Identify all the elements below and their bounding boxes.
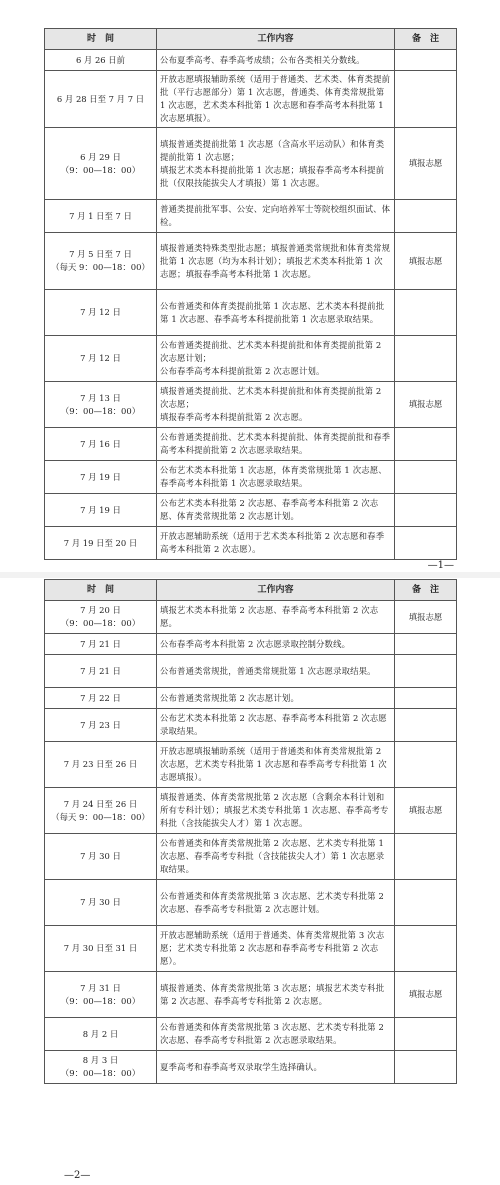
table-row: [45, 1051, 457, 1084]
cell-time: 7 月 5 日至 7 日 （每天 9：00—18：00）: [45, 233, 157, 290]
cell-time: 7 月 21 日: [45, 634, 157, 655]
cell-note: [395, 634, 457, 655]
cell-note: [395, 50, 457, 71]
cell-note: [395, 880, 457, 926]
table-row: [45, 290, 457, 336]
cell-time: 7 月 24 日至 26 日 （每天 9：00—18：00）: [45, 788, 157, 834]
cell-content: 填报普通类提前批第 1 次志愿（含高水平运动队）和体育类提前批第 1 次志愿； 填报艺术类本科提前批第 1 次志愿；填报春季高考本科提前批（仅限技能拔尖人才填报）第 1 次志愿。: [157, 128, 395, 200]
cell-content: 填报普通类特殊类型批志愿；填报普通类常规批和体育类常规批第 1 次志愿（均为本科计划）；填报艺术类本科批第 1 次志愿；填报春季高考本科批第 1 次志愿。: [157, 233, 395, 290]
cell-note: [395, 1051, 457, 1084]
cell-note: [395, 742, 457, 788]
cell-note: [395, 290, 457, 336]
table-row: [45, 71, 457, 128]
cell-note: [395, 336, 457, 382]
cell-content: 开放志愿填报辅助系统（适用于普通类、艺术类、体育类提前批（平行志愿部分）第 1 次志愿，普通类、体育类常规批第 1 次志愿，艺术类本科批第 1 次志愿和春季高考本科批第 1 次志愿填报）。: [157, 71, 395, 128]
table-row: [45, 788, 457, 834]
cell-note: 填报志愿: [395, 233, 457, 290]
cell-content: 公布普通类和体育类常规批第 3 次志愿、艺术类专科批第 2 次志愿、春季高考专科批第 2 次志愿录取结果。: [157, 1018, 395, 1051]
table-header-row: [45, 29, 457, 50]
cell-note: 填报志愿: [395, 382, 457, 428]
table-row: [45, 655, 457, 688]
cell-content: 填报艺术类本科批第 2 次志愿、春季高考本科批第 2 次志愿。: [157, 601, 395, 634]
cell-content: 开放志愿辅助系统（适用于艺术类本科批第 2 次志愿和春季高考本科批第 2 次志愿）。: [157, 527, 395, 560]
page-number: —1—: [427, 560, 454, 571]
cell-time: 7 月 19 日: [45, 494, 157, 527]
cell-time: 6 月 29 日 （9：00—18：00）: [45, 128, 157, 200]
cell-content: 公布夏季高考、春季高考成绩；公布各类相关分数线。: [157, 50, 395, 71]
table-row: [45, 233, 457, 290]
cell-time: 7 月 23 日至 26 日: [45, 742, 157, 788]
table-row: [45, 601, 457, 634]
cell-time: 7 月 22 日: [45, 688, 157, 709]
document-page-1: [0, 0, 500, 572]
table-row: [45, 688, 457, 709]
cell-time: 7 月 20 日 （9：00—18：00）: [45, 601, 157, 634]
cell-time: 7 月 19 日至 20 日: [45, 527, 157, 560]
cell-time: 7 月 1 日至 7 日: [45, 200, 157, 233]
table-row: [45, 494, 457, 527]
cell-note: [395, 461, 457, 494]
table-row: [45, 742, 457, 788]
cell-content: 公布春季高考本科批第 2 次志愿录取控制分数线。: [157, 634, 395, 655]
cell-time: 7 月 13 日 （9：00—18：00）: [45, 382, 157, 428]
table-header-row: [45, 580, 457, 601]
cell-note: [395, 655, 457, 688]
cell-note: [395, 926, 457, 972]
cell-time: 7 月 23 日: [45, 709, 157, 742]
cell-note: [395, 200, 457, 233]
cell-content: 夏季高考和春季高考双录取学生选择确认。: [157, 1051, 395, 1084]
header-note: 备 注: [395, 580, 457, 601]
cell-time: 6 月 28 日至 7 月 7 日: [45, 71, 157, 128]
cell-time: 7 月 21 日: [45, 655, 157, 688]
cell-content: 填报普通类、体育类常规批第 2 次志愿（含剩余本科计划和所有专科计划）；填报艺术类专科批第 1 次志愿、春季高考专科批（含技能拔尖人才）第 1 次志愿。: [157, 788, 395, 834]
cell-content: 公布普通类提前批、艺术类本科提前批和体育类提前批第 2 次志愿计划； 公布春季高考本科提前批第 2 次志愿计划。: [157, 336, 395, 382]
cell-note: [395, 1018, 457, 1051]
table-row: [45, 709, 457, 742]
cell-content: 普通类提前批军事、公安、定向培养军士等院校组织面试、体检。: [157, 200, 395, 233]
header-note: 备 注: [395, 29, 457, 50]
cell-note: 填报志愿: [395, 601, 457, 634]
cell-time: 7 月 30 日: [45, 834, 157, 880]
cell-content: 填报普通类、体育类常规批第 3 次志愿；填报艺术类专科批第 2 次志愿、春季高考专科批第 2 次志愿。: [157, 972, 395, 1018]
cell-content: 公布普通类常规批第 2 次志愿计划。: [157, 688, 395, 709]
cell-content: 公布普通类常规批，普通类常规批第 1 次志愿录取结果。: [157, 655, 395, 688]
cell-note: [395, 688, 457, 709]
cell-content: 公布普通类提前批、艺术类本科提前批、体育类提前批和春季高考本科提前批第 2 次志愿录取结果。: [157, 428, 395, 461]
cell-time: 8 月 3 日 （9：00—18：00）: [45, 1051, 157, 1084]
header-time: 时 间: [45, 29, 157, 50]
table-row: [45, 972, 457, 1018]
table-row: [45, 834, 457, 880]
table-row: [45, 428, 457, 461]
cell-note: [395, 709, 457, 742]
header-content: 工作内容: [157, 29, 395, 50]
cell-content: 开放志愿辅助系统（适用于普通类、体育类常规批第 3 次志愿；艺术类专科批第 2 次志愿和春季高考专科批第 2 次志愿）。: [157, 926, 395, 972]
cell-content: 公布普通类和体育类常规批第 2 次志愿、艺术类专科批第 1 次志愿、春季高考专科批（含技能拔尖人才）第 1 次志愿录取结果。: [157, 834, 395, 880]
cell-content: 公布艺术类本科批第 2 次志愿、春季高考本科批第 2 次志愿、体育类常规批第 2 次志愿计划。: [157, 494, 395, 527]
cell-content: 公布艺术类本科批第 2 次志愿、春季高考本科批第 2 次志愿录取结果。: [157, 709, 395, 742]
table-row: [45, 336, 457, 382]
table-row: [45, 1018, 457, 1051]
cell-note: 填报志愿: [395, 128, 457, 200]
schedule-table-page-2: [44, 579, 457, 1084]
table-row: [45, 382, 457, 428]
page-number: —2—: [64, 1170, 91, 1181]
table-row: [45, 527, 457, 560]
cell-content: 开放志愿填报辅助系统（适用于普通类和体育类常规批第 2 次志愿，艺术类专科批第 1 次志愿和春季高考专科批第 1 次志愿填报）。: [157, 742, 395, 788]
table-row: [45, 128, 457, 200]
cell-note: [395, 494, 457, 527]
table-row: [45, 880, 457, 926]
table-row: [45, 50, 457, 71]
cell-note: [395, 527, 457, 560]
cell-time: 7 月 16 日: [45, 428, 157, 461]
cell-content: 公布普通类和体育类提前批第 1 次志愿、艺术类本科提前批第 1 次志愿、春季高考本科提前批第 1 次志愿录取结果。: [157, 290, 395, 336]
table-row: [45, 200, 457, 233]
document-page-2: [0, 578, 500, 1185]
cell-note: [395, 428, 457, 461]
cell-content: 公布艺术类本科批第 1 次志愿，体育类常规批第 1 次志愿、春季高考本科批第 1 次志愿录取结果。: [157, 461, 395, 494]
cell-time: 7 月 12 日: [45, 336, 157, 382]
cell-time: 6 月 26 日前: [45, 50, 157, 71]
cell-note: [395, 71, 457, 128]
cell-content: 填报普通类提前批、艺术类本科提前批和体育类提前批第 2 次志愿； 填报春季高考本科提前批第 2 次志愿。: [157, 382, 395, 428]
cell-note: 填报志愿: [395, 972, 457, 1018]
cell-time: 7 月 31 日 （9：00—18：00）: [45, 972, 157, 1018]
cell-time: 7 月 19 日: [45, 461, 157, 494]
cell-note: 填报志愿: [395, 788, 457, 834]
cell-time: 8 月 2 日: [45, 1018, 157, 1051]
table-row: [45, 461, 457, 494]
table-row: [45, 926, 457, 972]
cell-content: 公布普通类和体育类常规批第 3 次志愿、艺术类专科批第 2 次志愿、春季高考专科批第 2 次志愿计划。: [157, 880, 395, 926]
cell-note: [395, 834, 457, 880]
cell-time: 7 月 12 日: [45, 290, 157, 336]
table-row: [45, 634, 457, 655]
schedule-table-page-1: [44, 28, 457, 560]
header-time: 时 间: [45, 580, 157, 601]
cell-time: 7 月 30 日: [45, 880, 157, 926]
cell-time: 7 月 30 日至 31 日: [45, 926, 157, 972]
header-content: 工作内容: [157, 580, 395, 601]
